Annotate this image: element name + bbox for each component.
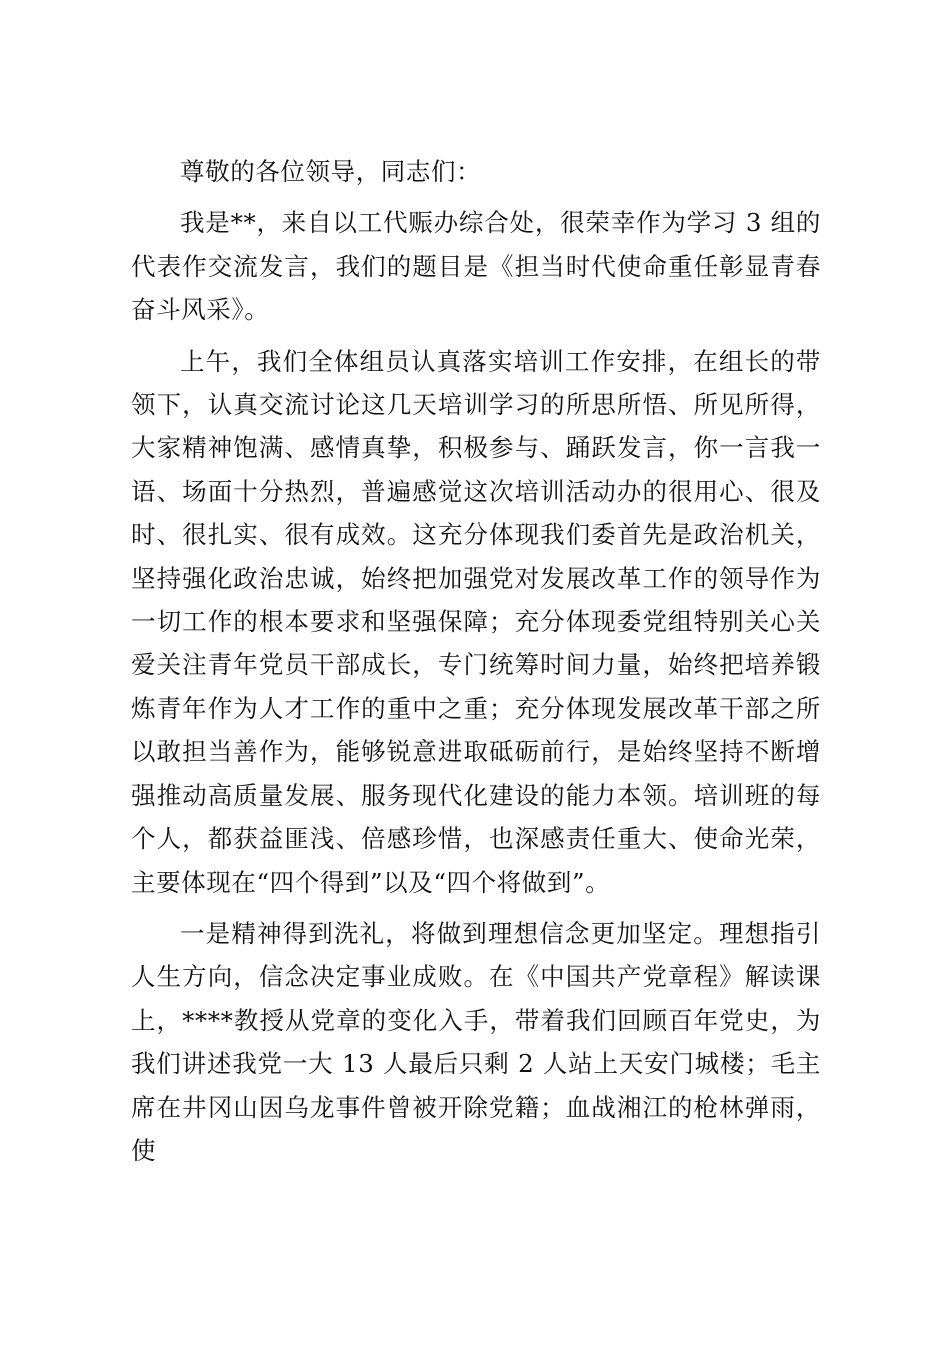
paragraph-morning-discussion: 上午，我们全体组员认真落实培训工作安排，在组长的带领下，认真交流讨论这几天培训学习的所思所悟、所见所得，大家精神饱满、感情真挚，积极参与、踊跃发言，你一言我一语、场面十分热烈，普遍感觉这次培训活动办的很用心、很及时、很扎实、很有成效。这充分体现我们委首先是政治机关，坚持强化政治忠诚，始终把加强党对发展改革工作的领导作为一切工作的根本要求和坚强保障；充分体现委党组特别关心关爱关注青年党员干部成长，专门统筹时间力量，始终把培养锻炼青年作为人才工作的重中之重；充分体现发展改革干部之所以敢担当善作为，能够锐意进取砥砺前行，是始终坚持不断增强推动高质量发展、服务现代化建设的能力本领。培训班的每个人，都获益匪浅、倍感珍惜，也深感责任重大、使命光荣，主要体现在“四个得到”以及“四个将做到”。 — [131, 346, 821, 897]
document-body — [131, 150, 821, 1180]
paragraph-introduction: 我是**，来自以工代赈办综合处，很荣幸作为学习 3 组的代表作交流发言，我们的题目是《担当时代使命重任彰显青春奋斗风采》。 — [131, 208, 821, 325]
salutation: 尊敬的各位领导，同志们： — [180, 157, 482, 186]
paragraph-point-one: 一是精神得到洗礼，将做到理想信念更加坚定。理想指引人生方向，信念决定事业成败。在《中国共产党章程》解读课上，****教授从党章的变化入手，带着我们回顾百年党史，为我们讲述我党一大 13 人最后只剩 2 人站上天安门城楼；毛主席在井冈山因乌龙事件曾被开除党籍；血战湘江的枪林弹雨，使 — [131, 918, 821, 1165]
